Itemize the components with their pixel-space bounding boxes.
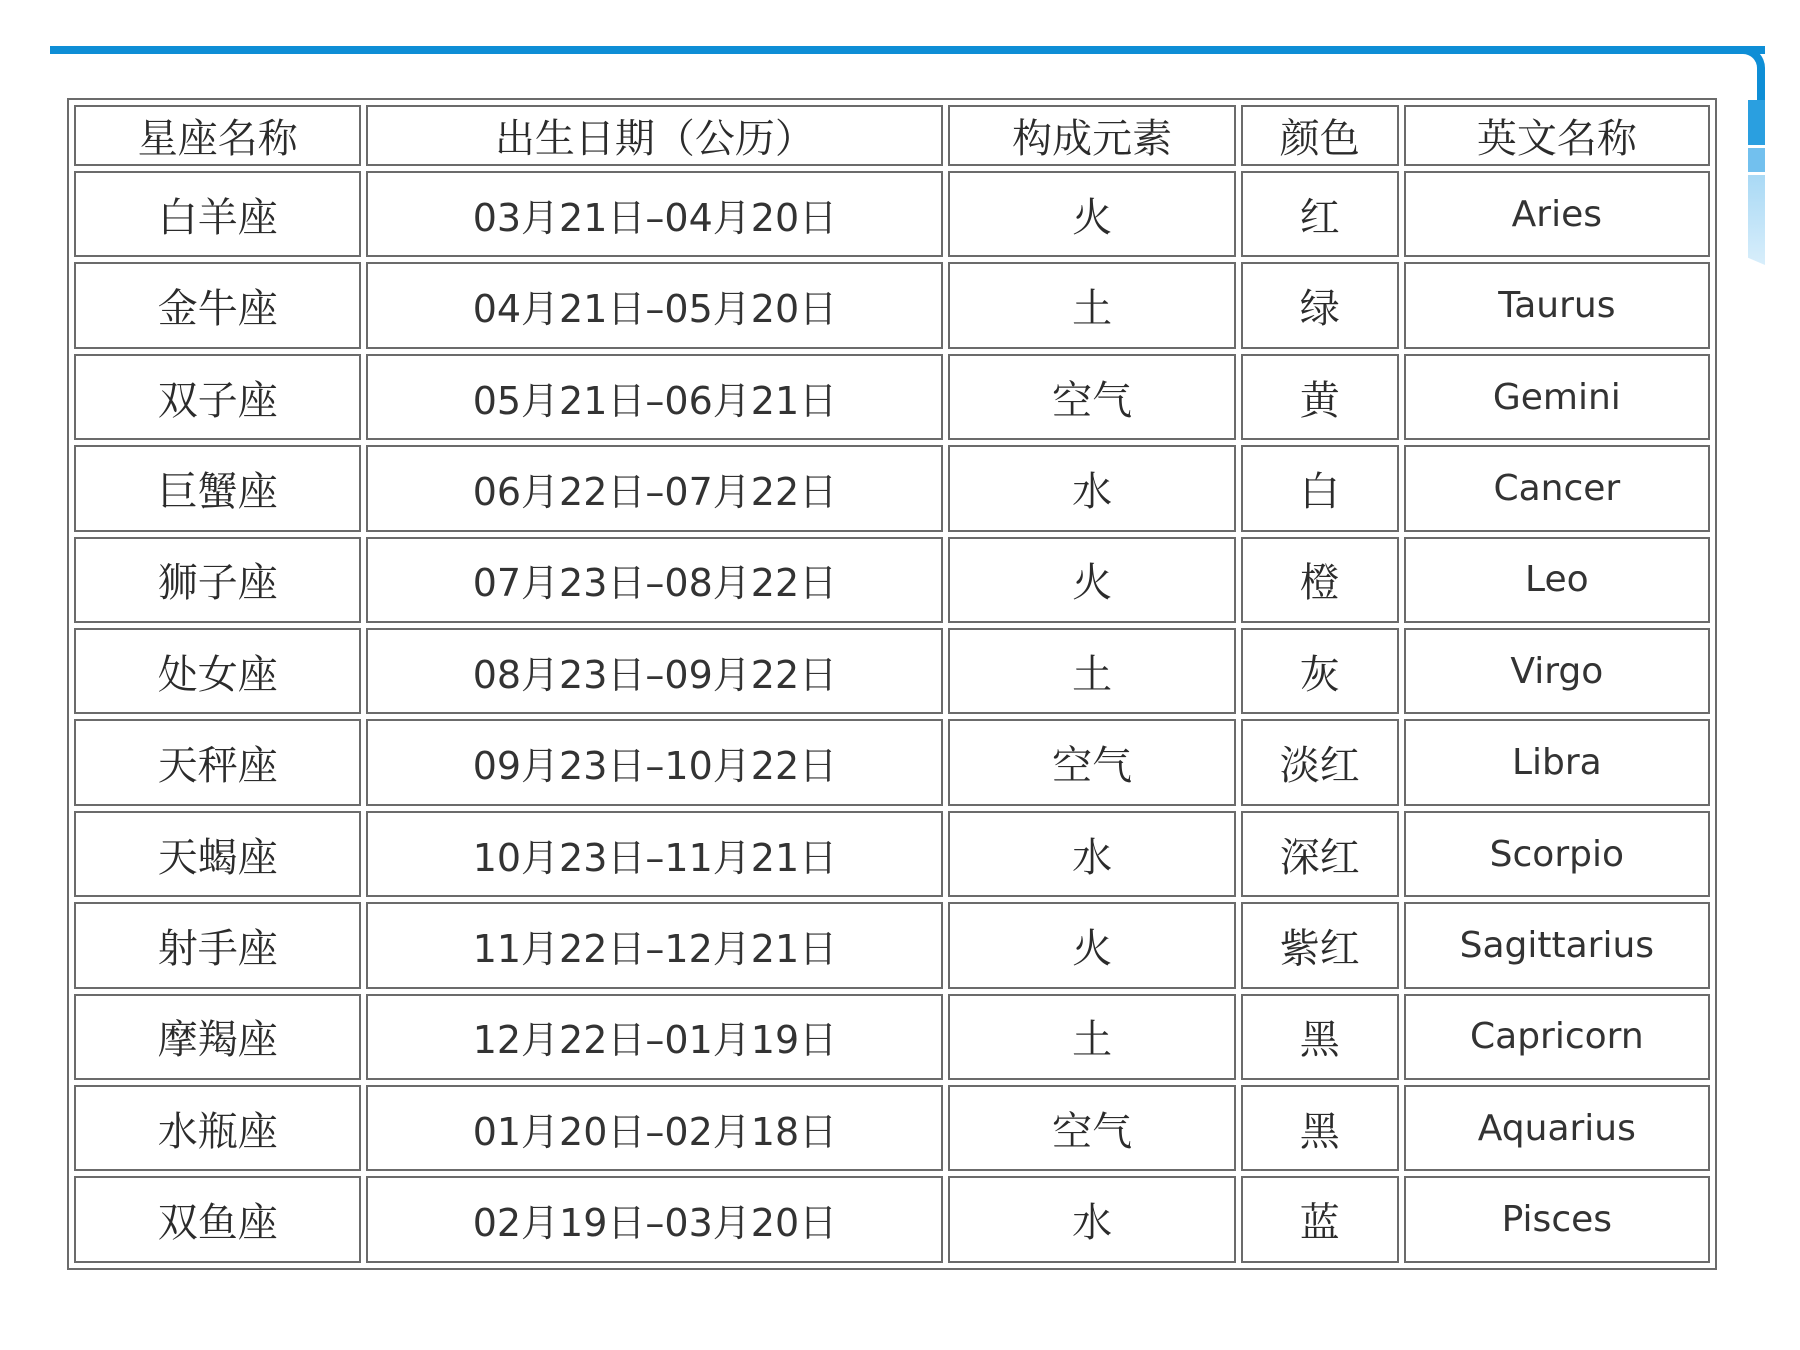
cell-color: 绿	[1241, 262, 1399, 348]
cell-element: 水	[948, 445, 1235, 531]
cell-color: 深红	[1241, 811, 1399, 897]
side-stripe	[1748, 175, 1765, 265]
cell-english-name: Pisces	[1404, 1176, 1710, 1263]
cell-color: 蓝	[1241, 1176, 1399, 1263]
cell-element: 土	[948, 262, 1235, 348]
cell-element: 火	[948, 171, 1235, 257]
table-row	[74, 354, 1710, 440]
header-color: 颜色	[1241, 105, 1399, 166]
cell-english-name: Virgo	[1404, 628, 1710, 714]
cell-color: 黑	[1241, 994, 1399, 1080]
cell-birth-date: 01月20日–02月18日	[366, 1085, 943, 1171]
cell-zodiac-name: 处女座	[74, 628, 361, 714]
header-rule	[50, 46, 1765, 54]
cell-english-name: Libra	[1404, 719, 1710, 805]
cell-english-name: Sagittarius	[1404, 902, 1710, 988]
cell-english-name: Aries	[1404, 171, 1710, 257]
header-zodiac-name: 星座名称	[74, 105, 361, 166]
cell-zodiac-name: 双鱼座	[74, 1176, 361, 1263]
cell-zodiac-name: 狮子座	[74, 537, 361, 623]
table-row	[74, 537, 1710, 623]
side-stripe	[1748, 148, 1765, 172]
header-birth-date: 出生日期（公历）	[366, 105, 943, 166]
cell-zodiac-name: 双子座	[74, 354, 361, 440]
cell-zodiac-name: 天蝎座	[74, 811, 361, 897]
cell-birth-date: 06月22日–07月22日	[366, 445, 943, 531]
table-header-row	[74, 105, 1710, 166]
cell-color: 淡红	[1241, 719, 1399, 805]
cell-english-name: Scorpio	[1404, 811, 1710, 897]
cell-zodiac-name: 天秤座	[74, 719, 361, 805]
zodiac-table	[67, 98, 1717, 1270]
cell-english-name: Taurus	[1404, 262, 1710, 348]
cell-zodiac-name: 白羊座	[74, 171, 361, 257]
cell-english-name: Capricorn	[1404, 994, 1710, 1080]
side-stripe	[1748, 100, 1765, 145]
cell-birth-date: 04月21日–05月20日	[366, 262, 943, 348]
cell-color: 白	[1241, 445, 1399, 531]
table-row	[74, 811, 1710, 897]
cell-element: 土	[948, 628, 1235, 714]
cell-birth-date: 09月23日–10月22日	[366, 719, 943, 805]
cell-element: 空气	[948, 719, 1235, 805]
table-row	[74, 719, 1710, 805]
header-english-name: 英文名称	[1404, 105, 1710, 166]
header-element: 构成元素	[948, 105, 1235, 166]
cell-birth-date: 07月23日–08月22日	[366, 537, 943, 623]
cell-zodiac-name: 摩羯座	[74, 994, 361, 1080]
cell-english-name: Aquarius	[1404, 1085, 1710, 1171]
zodiac-table-container	[67, 98, 1717, 1270]
cell-birth-date: 08月23日–09月22日	[366, 628, 943, 714]
cell-element: 土	[948, 994, 1235, 1080]
cell-color: 黄	[1241, 354, 1399, 440]
cell-color: 橙	[1241, 537, 1399, 623]
cell-birth-date: 02月19日–03月20日	[366, 1176, 943, 1263]
cell-color: 紫红	[1241, 902, 1399, 988]
cell-element: 火	[948, 537, 1235, 623]
cell-element: 水	[948, 1176, 1235, 1263]
cell-birth-date: 05月21日–06月21日	[366, 354, 943, 440]
cell-birth-date: 03月21日–04月20日	[366, 171, 943, 257]
cell-birth-date: 12月22日–01月19日	[366, 994, 943, 1080]
cell-color: 灰	[1241, 628, 1399, 714]
table-row	[74, 1085, 1710, 1171]
cell-zodiac-name: 金牛座	[74, 262, 361, 348]
cell-zodiac-name: 射手座	[74, 902, 361, 988]
table-row	[74, 628, 1710, 714]
table-row	[74, 171, 1710, 257]
cell-birth-date: 11月22日–12月21日	[366, 902, 943, 988]
cell-zodiac-name: 水瓶座	[74, 1085, 361, 1171]
cell-element: 水	[948, 811, 1235, 897]
cell-zodiac-name: 巨蟹座	[74, 445, 361, 531]
table-row	[74, 902, 1710, 988]
cell-element: 火	[948, 902, 1235, 988]
cell-birth-date: 10月23日–11月21日	[366, 811, 943, 897]
cell-english-name: Cancer	[1404, 445, 1710, 531]
table-row	[74, 994, 1710, 1080]
cell-element: 空气	[948, 1085, 1235, 1171]
cell-english-name: Leo	[1404, 537, 1710, 623]
cell-color: 红	[1241, 171, 1399, 257]
table-row	[74, 445, 1710, 531]
cell-english-name: Gemini	[1404, 354, 1710, 440]
table-row	[74, 1176, 1710, 1263]
table-row	[74, 262, 1710, 348]
table-body	[74, 171, 1710, 1263]
cell-color: 黑	[1241, 1085, 1399, 1171]
cell-element: 空气	[948, 354, 1235, 440]
